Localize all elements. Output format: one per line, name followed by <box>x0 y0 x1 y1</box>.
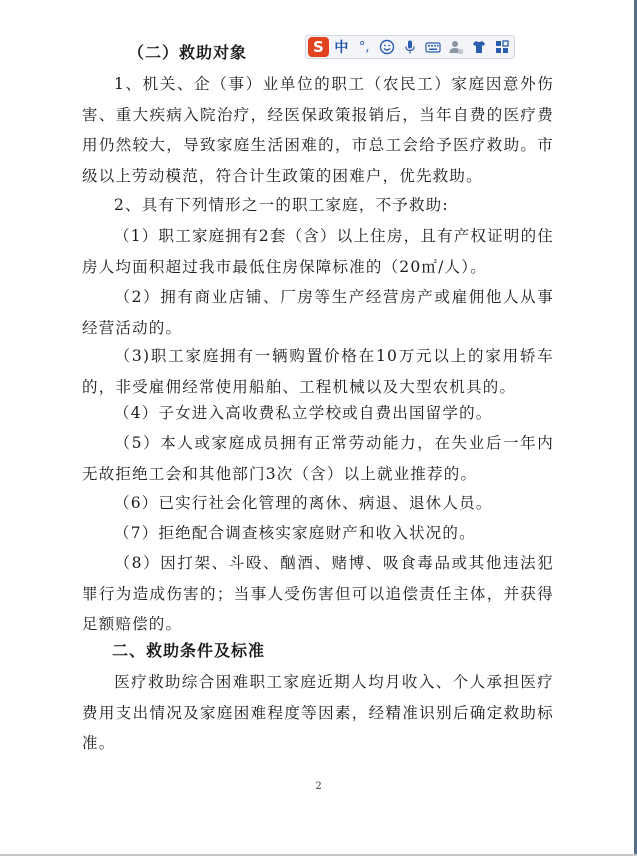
item-8-text: （8）因打架、斗殴、酗酒、赌博、吸食毒品或其他违法犯罪行为造成伤害的；当事人受伤害但可以追偿责任主体，并获得足额赔偿的。 <box>82 554 554 633</box>
item-2 <box>82 282 554 343</box>
ime-toolbar[interactable] <box>305 35 515 59</box>
item-2-text: （2）拥有商业店铺、厂房等生产经营房产或雇佣他人从事经营活动的。 <box>82 288 554 337</box>
section-paragraph <box>82 667 554 759</box>
item-4 <box>82 398 554 429</box>
keyboard-icon[interactable] <box>422 37 443 57</box>
grid-icon[interactable] <box>491 37 512 57</box>
section-paragraph-text: 医疗救助综合困难职工家庭近期人均月收入、个人承担医疗费用支出情况及家庭困难程度等因素，经精准识别后确定救助标准。 <box>82 673 554 752</box>
page-number: 2 <box>315 781 322 792</box>
input-mode-toggle[interactable]: 中 <box>334 40 349 56</box>
item-1-text: （1）职工家庭拥有2套（含）以上住房，且有产权证明的住房人均面积超过我市最低住房保障标准的（20㎡/人）。 <box>82 227 554 276</box>
item-5-text: （5）本人或家庭成员拥有正常劳动能力，在失业后一年内无故拒绝工会和其他部门3次（含）以上就业推荐的。 <box>82 434 554 483</box>
item-5 <box>82 428 554 489</box>
paragraph-2 <box>82 190 554 221</box>
punctuation-toggle[interactable]: °, <box>358 39 370 55</box>
user-icon[interactable] <box>445 37 466 57</box>
subsection-heading: （二）救助对象 <box>128 43 248 62</box>
item-6-text: （6）已实行社会化管理的离休、病退、退休人员。 <box>114 494 493 512</box>
item-3-text: （3)职工家庭拥有一辆购置价格在10万元以上的家用轿车的，非受雇佣经常使用船舶、工程机械以及大型农机具的。 <box>82 347 554 396</box>
sogou-logo-icon[interactable]: S <box>308 37 329 57</box>
item-7-text: （7）拒绝配合调查核实家庭财产和收入状况的。 <box>114 524 476 542</box>
microphone-icon[interactable] <box>400 37 421 57</box>
paragraph-2-text: 2、具有下列情形之一的职工家庭，不予救助: <box>114 196 449 214</box>
item-3 <box>82 341 554 402</box>
section-heading: 二、救助条件及标准 <box>112 641 266 660</box>
paragraph-1 <box>82 69 554 191</box>
shirt-icon[interactable] <box>468 37 489 57</box>
paragraph-1-text: 1、机关、企（事）业单位的职工（农民工）家庭因意外伤害、重大疾病入院治疗，经医保政策报销后，当年自费的医疗费用仍然较大，导致家庭生活困难的，市总工会给予医疗救助。市级以上劳动模范，符合计生政策的困难户，优先救助。 <box>82 75 554 185</box>
item-7 <box>82 518 554 549</box>
item-4-text: （4）子女进入高收费私立学校或自费出国留学的。 <box>114 404 493 422</box>
item-6 <box>82 488 554 519</box>
emoji-icon[interactable] <box>377 37 398 57</box>
item-1 <box>82 221 554 282</box>
item-8 <box>82 548 554 640</box>
